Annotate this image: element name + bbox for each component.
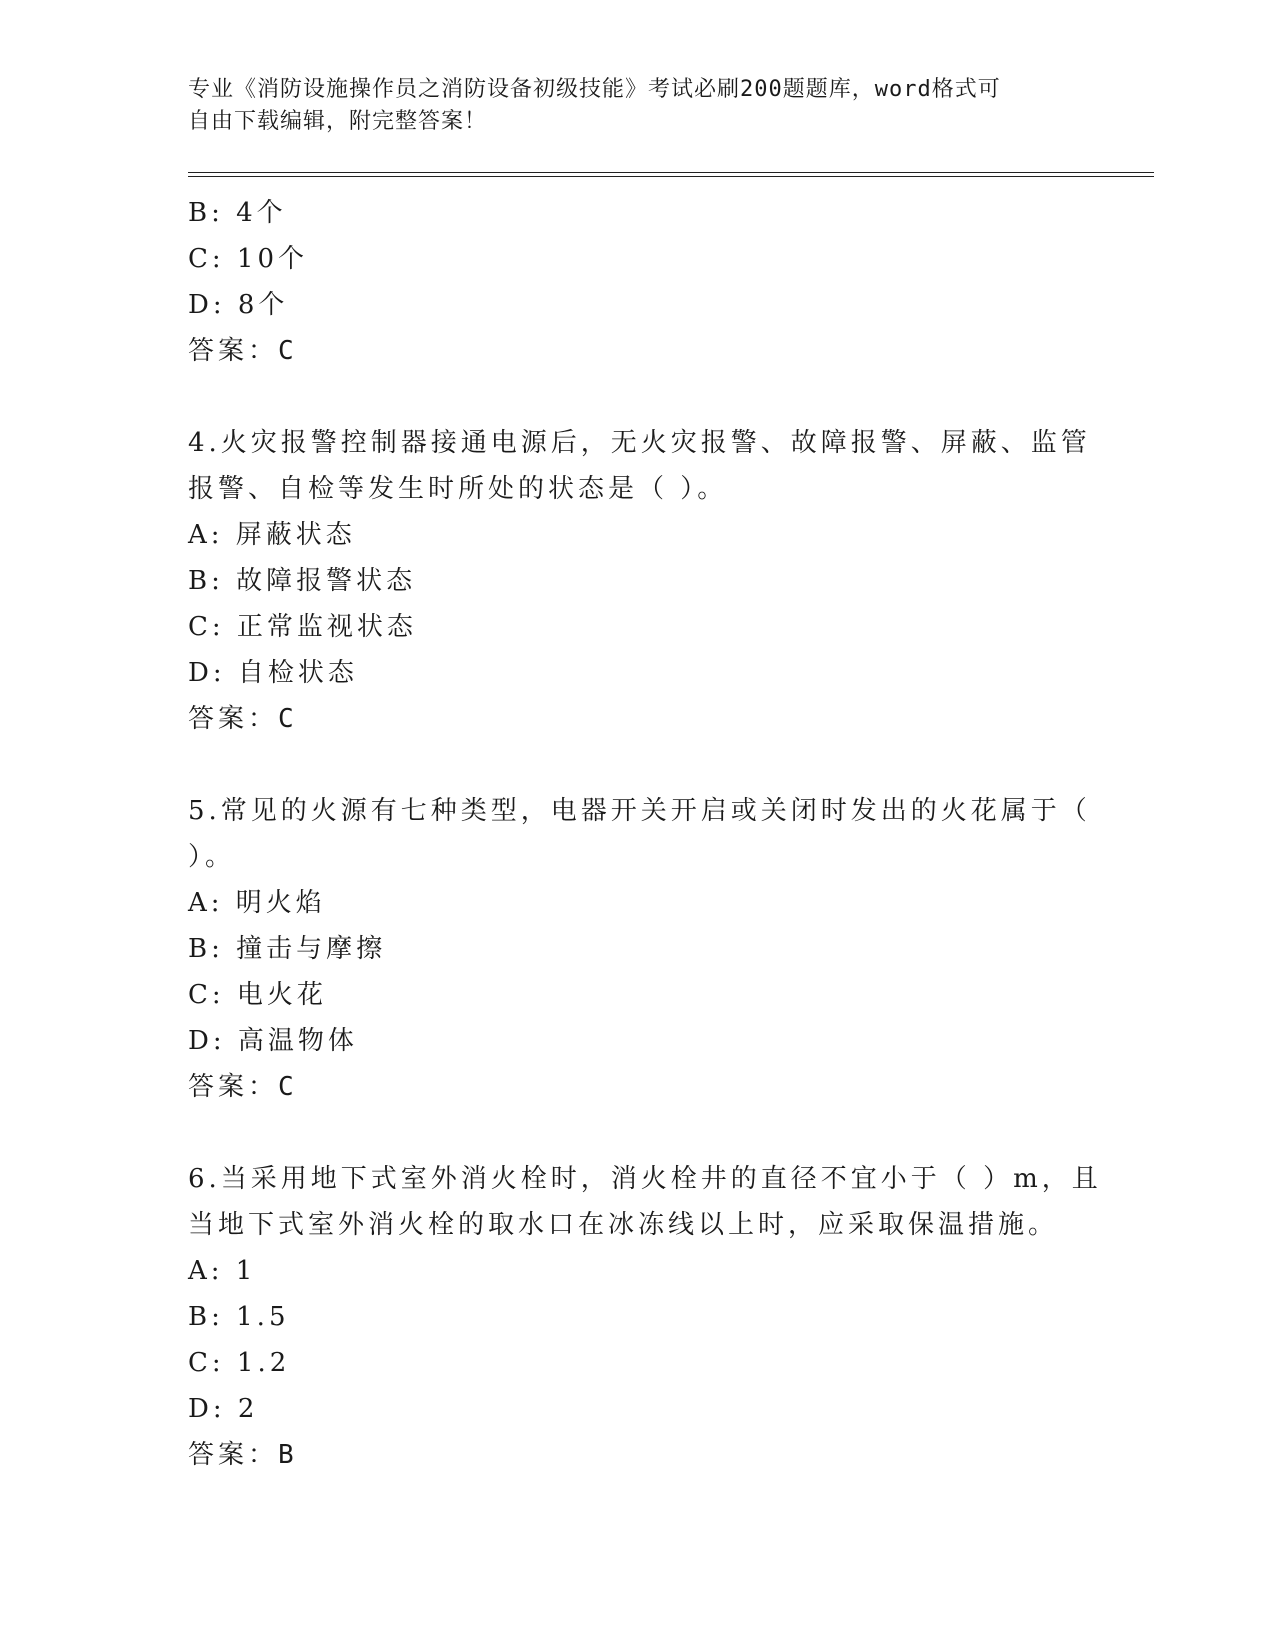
header-title-line-2: 自由下载编辑，附完整答案！ [188,109,488,134]
question-3-continued [188,190,1088,374]
option-c: C: 电火花 [188,980,327,1010]
question-stem-line-1: 5.常见的火源有七种类型，电器开关开启或关闭时发出的火花属于（ [188,796,1091,826]
answer: 答案：C [188,336,298,366]
question-4 [188,420,1091,742]
option-a: A: 屏蔽状态 [188,520,356,550]
header-rule-top [188,172,1154,173]
question-5 [188,788,1091,1110]
answer: 答案：B [188,1440,298,1470]
option-d: D: 自检状态 [188,658,358,688]
question-list [188,190,1102,1478]
question-stem-line-1: 4.火灾报警控制器接通电源后，无火灾报警、故障报警、屏蔽、监管 [188,428,1091,458]
answer: 答案：C [188,1072,298,1102]
question-stem-line-2: 当地下式室外消火栓的取水口在冰冻线以上时，应采取保温措施。 [188,1210,1059,1240]
option-c: C: 1.2 [188,1348,291,1378]
spacer [188,374,1088,420]
document-header [188,74,1068,138]
header-rule-bottom [188,176,1154,177]
option-b: B: 故障报警状态 [188,566,417,596]
option-b: B: 4个 [188,198,287,228]
option-d: D: 8个 [188,290,289,320]
option-b: B: 撞击与摩擦 [188,934,387,964]
option-b: B: 1.5 [188,1302,290,1332]
option-c: C: 正常监视状态 [188,612,417,642]
answer: 答案：C [188,704,298,734]
question-stem-line-2: ）。 [188,842,236,872]
option-a: A: 明火焰 [188,888,326,918]
option-d: D: 2 [188,1394,259,1424]
spacer [188,1110,1088,1156]
option-d: D: 高温物体 [188,1026,358,1056]
question-6 [188,1156,1102,1478]
question-stem-line-1: 6.当采用地下式室外消火栓时，消火栓井的直径不宜小于（ ）m，且 [188,1164,1102,1194]
option-a: A: 1 [188,1256,257,1286]
option-c: C: 10个 [188,244,309,274]
question-stem-line-2: 报警、自检等发生时所处的状态是（ ）。 [188,474,728,504]
header-title-line-1: 专业《消防设施操作员之消防设备初级技能》考试必刷200题题库，word格式可 [188,77,1001,102]
spacer [188,742,1088,788]
